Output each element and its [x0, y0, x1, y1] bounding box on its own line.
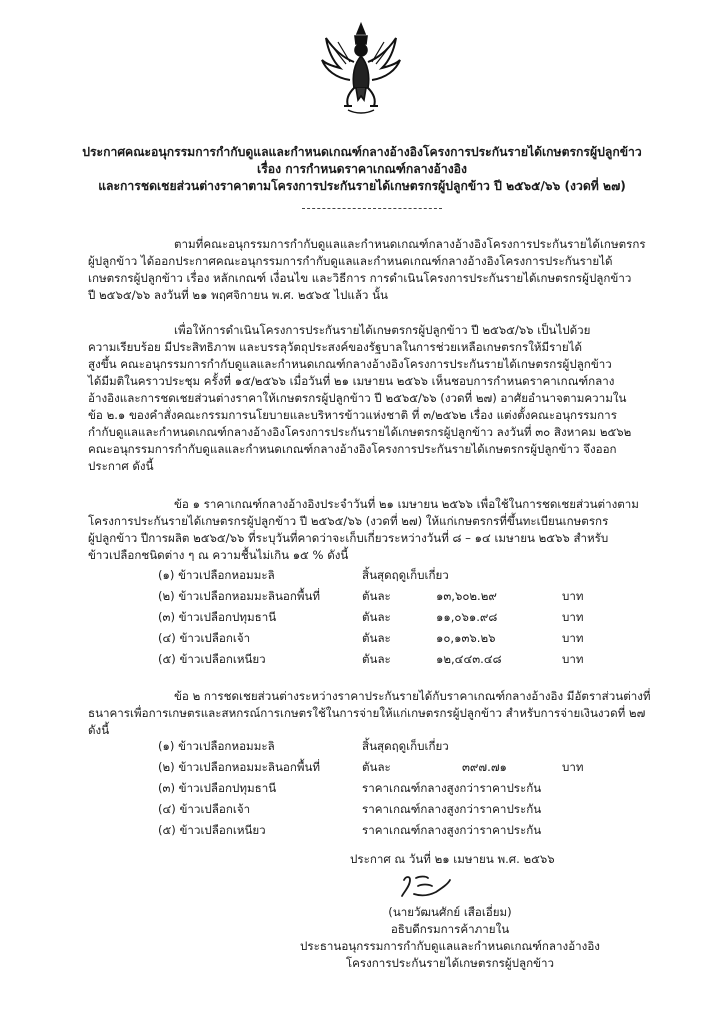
paragraph-line: ผู้ปลูกข้าว ปีการผลิต ๒๕๖๕/๖๖ ที่ระบุวันที่คาดว่าจะเก็บเกี่ยวระหว่างวันที่ ๘ – ๑๔ เมษายน ๒๕๖๖ สำหรับ — [88, 531, 609, 545]
compensation-value: ๓๙๗.๗๑ — [462, 760, 507, 774]
paragraph-line: ข้อ ๑ ราคาเกณฑ์กลางอ้างอิงประจำวันที่ ๒๑ เมษายน ๒๕๖๖ เพื่อใช้ในการชดเชยส่วนต่างตาม — [174, 497, 639, 511]
paragraph-line: ความเรียบร้อย มีประสิทธิภาพ และบรรลุวัตถุประสงค์ของรัฐบาลในการช่วยเหลือเกษตรกรให้มีรายได้ — [88, 340, 583, 354]
compensation-unit: สิ้นสุดฤดูเก็บเกี่ยว — [362, 739, 449, 753]
paragraph-line: ธนาคารเพื่อการเกษตรและสหกรณ์การเกษตรใช้ในการจ่ายให้แก่เกษตรกรผู้ปลูกข้าว สำหรับการจ่ายเงินงวดที่ ๒๗ — [88, 706, 646, 720]
garuda-emblem-icon — [318, 20, 404, 116]
price-unit: สิ้นสุดฤดูเก็บเกี่ยว — [362, 568, 449, 582]
header-divider — [302, 208, 442, 209]
compensation-unit: ตันละ — [362, 760, 391, 774]
price-unit: ตันละ — [362, 631, 391, 645]
paragraph-purpose — [88, 322, 660, 475]
rice-type: (๒) ข้าวเปลือกหอมมะลินอกพื้นที่ — [158, 760, 321, 774]
paragraph-line: ข้อ ๒ การชดเชยส่วนต่างระหว่างราคาประกันรายได้กับราคาเกณฑ์กลางอ้างอิง มีอัตราส่วนต่างที่ — [174, 689, 651, 703]
price-currency: บาท — [562, 652, 584, 666]
price-unit: ตันละ — [362, 610, 391, 624]
announcement-date: ประกาศ ณ วันที่ ๒๑ เมษายน พ.ศ. ๒๕๖๖ — [350, 852, 555, 866]
paragraph-line: ปี ๒๕๖๕/๖๖ ลงวันที่ ๒๑ พฤศจิกายน พ.ศ. ๒๕๖๕ ไปแล้ว นั้น — [88, 288, 388, 302]
rice-type: (๑) ข้าวเปลือกหอมมะลิ — [158, 739, 275, 753]
rice-type: (๕) ข้าวเปลือกเหนียว — [158, 652, 266, 666]
signer-title: ประธานอนุกรรมการกำกับดูแลและกำหนดเกณฑ์กลางอ้างอิง — [300, 939, 600, 953]
rice-type: (๓) ข้าวเปลือกปทุมธานี — [158, 781, 277, 795]
compensation-currency: บาท — [562, 760, 584, 774]
paragraph-line: ข้อ ๒.๑ ของคำสั่งคณะกรรมการนโยบายและบริหารข้าวแห่งชาติ ที่ ๓/๒๕๖๒ เรื่อง แต่งตั้งคณะอนุกรรมการ — [88, 408, 617, 422]
price-value: ๑๐,๑๓๖.๒๖ — [436, 631, 496, 645]
price-unit: ตันละ — [362, 652, 391, 666]
price-value: ๑๑,๐๖๑.๙๘ — [436, 610, 498, 624]
rice-type: (๕) ข้าวเปลือกเหนียว — [158, 823, 266, 837]
rice-type: (๑) ข้าวเปลือกหอมมะลิ — [158, 568, 275, 582]
paragraph-line: ประกาศ ดังนี้ — [88, 459, 154, 473]
rice-type: (๔) ข้าวเปลือกเจ้า — [158, 631, 251, 645]
paragraph-intro — [88, 236, 660, 304]
price-unit: ตันละ — [362, 589, 391, 603]
compensation-unit: ราคาเกณฑ์กลางสูงกว่าราคาประกัน — [362, 781, 542, 795]
signer-name: (นายวัฒนศักย์ เสือเอี่ยม) — [388, 905, 512, 919]
header-subject: เรื่อง การกำหนดราคาเกณฑ์กลางอ้างอิง — [257, 162, 467, 176]
rice-type: (๔) ข้าวเปลือกเจ้า — [158, 802, 251, 816]
price-currency: บาท — [562, 631, 584, 645]
paragraph-line: โครงการประกันรายได้เกษตรกรผู้ปลูกข้าว ปี ๒๕๖๕/๖๖ (งวดที่ ๒๗) ให้แก่เกษตรกรที่ขึ้นทะเบียนเกษตรกร — [88, 514, 609, 528]
paragraph-line: เกษตรกรผู้ปลูกข้าว เรื่อง หลักเกณฑ์ เงื่อนไข และวิธีการ การดำเนินโครงการประกันรายได้เกษตรกรผู้ปลูกข้าว — [88, 271, 632, 285]
rice-type: (๓) ข้าวเปลือกปทุมธานี — [158, 610, 277, 624]
paragraph-line: ผู้ปลูกข้าว ได้ออกประกาศคณะอนุกรรมการกำกับดูแลและกำหนดเกณฑ์กลางอ้างอิงโครงการประกันรายได้ — [88, 254, 613, 268]
paragraph-line: กำกับดูแลและกำหนดเกณฑ์กลางอ้างอิงโครงการประกันรายได้เกษตรกรผู้ปลูกข้าว ลงวันที่ ๓๐ สิงหาคม ๒๕๖๒ — [88, 425, 632, 439]
price-currency: บาท — [562, 589, 584, 603]
paragraph-line: ดังนี้ — [88, 723, 110, 737]
price-currency: บาท — [562, 610, 584, 624]
paragraph-line: ข้าวเปลือกชนิดต่าง ๆ ณ ความชื้นไม่เกิน ๑๕ % ดังนี้ — [88, 548, 349, 562]
header-title: ประกาศคณะอนุกรรมการกำกับดูแลและกำหนดเกณฑ์กลางอ้างอิงโครงการประกันรายได้เกษตรกรผู้ปลูกข้าว — [82, 145, 642, 159]
clause-2 — [88, 688, 660, 739]
price-value: ๑๓,๖๐๒.๒๙ — [436, 589, 497, 603]
header-subject-cont: และการชดเชยส่วนต่างราคาตามโครงการประกันรายได้เกษตรกรผู้ปลูกข้าว ปี ๒๕๖๕/๖๖ (งวดที่ ๒๗) — [98, 179, 626, 193]
paragraph-line: เพื่อให้การดำเนินโครงการประกันรายได้เกษตรกรผู้ปลูกข้าว ปี ๒๕๖๕/๖๖ เป็นไปด้วย — [174, 323, 591, 337]
paragraph-line: ตามที่คณะอนุกรรมการกำกับดูแลและกำหนดเกณฑ์กลางอ้างอิงโครงการประกันรายได้เกษตรกร — [174, 237, 646, 251]
signer-title: โครงการประกันรายได้เกษตรกรผู้ปลูกข้าว — [345, 956, 555, 970]
rice-type: (๒) ข้าวเปลือกหอมมะลินอกพื้นที่ — [158, 589, 321, 603]
announcement-header — [60, 144, 664, 195]
clause-1 — [88, 496, 660, 564]
signature-icon — [398, 872, 454, 900]
compensation-unit: ราคาเกณฑ์กลางสูงกว่าราคาประกัน — [362, 823, 542, 837]
paragraph-line: คณะอนุกรรมการกำกับดูแลและกำหนดเกณฑ์กลางอ้างอิงโครงการประกันรายได้เกษตรกรผู้ปลูกข้าว จึงออก — [88, 442, 617, 456]
compensation-unit: ราคาเกณฑ์กลางสูงกว่าราคาประกัน — [362, 802, 542, 816]
price-value: ๑๒,๔๔๓.๔๘ — [436, 652, 502, 666]
paragraph-line: ได้มีมติในคราวประชุม ครั้งที่ ๑๕/๒๕๖๖ เมื่อวันที่ ๒๑ เมษายน ๒๕๖๖ เห็นชอบการกำหนดราคาเกณฑ์กลาง — [88, 374, 615, 388]
paragraph-line: สูงขึ้น คณะอนุกรรมการกำกับดูแลและกำหนดเกณฑ์กลางอ้างอิงโครงการประกันรายได้เกษตรกรผู้ปลูกข้าว — [88, 357, 612, 371]
paragraph-line: อ้างอิงและการชดเชยส่วนต่างราคาให้เกษตรกรผู้ปลูกข้าว ปี ๒๕๖๕/๖๖ (งวดที่ ๒๗) อาศัยอำนาจตามความใน — [88, 391, 627, 405]
signer-title: อธิบดีกรมการค้าภายใน — [390, 922, 510, 936]
signer-block — [240, 904, 660, 972]
